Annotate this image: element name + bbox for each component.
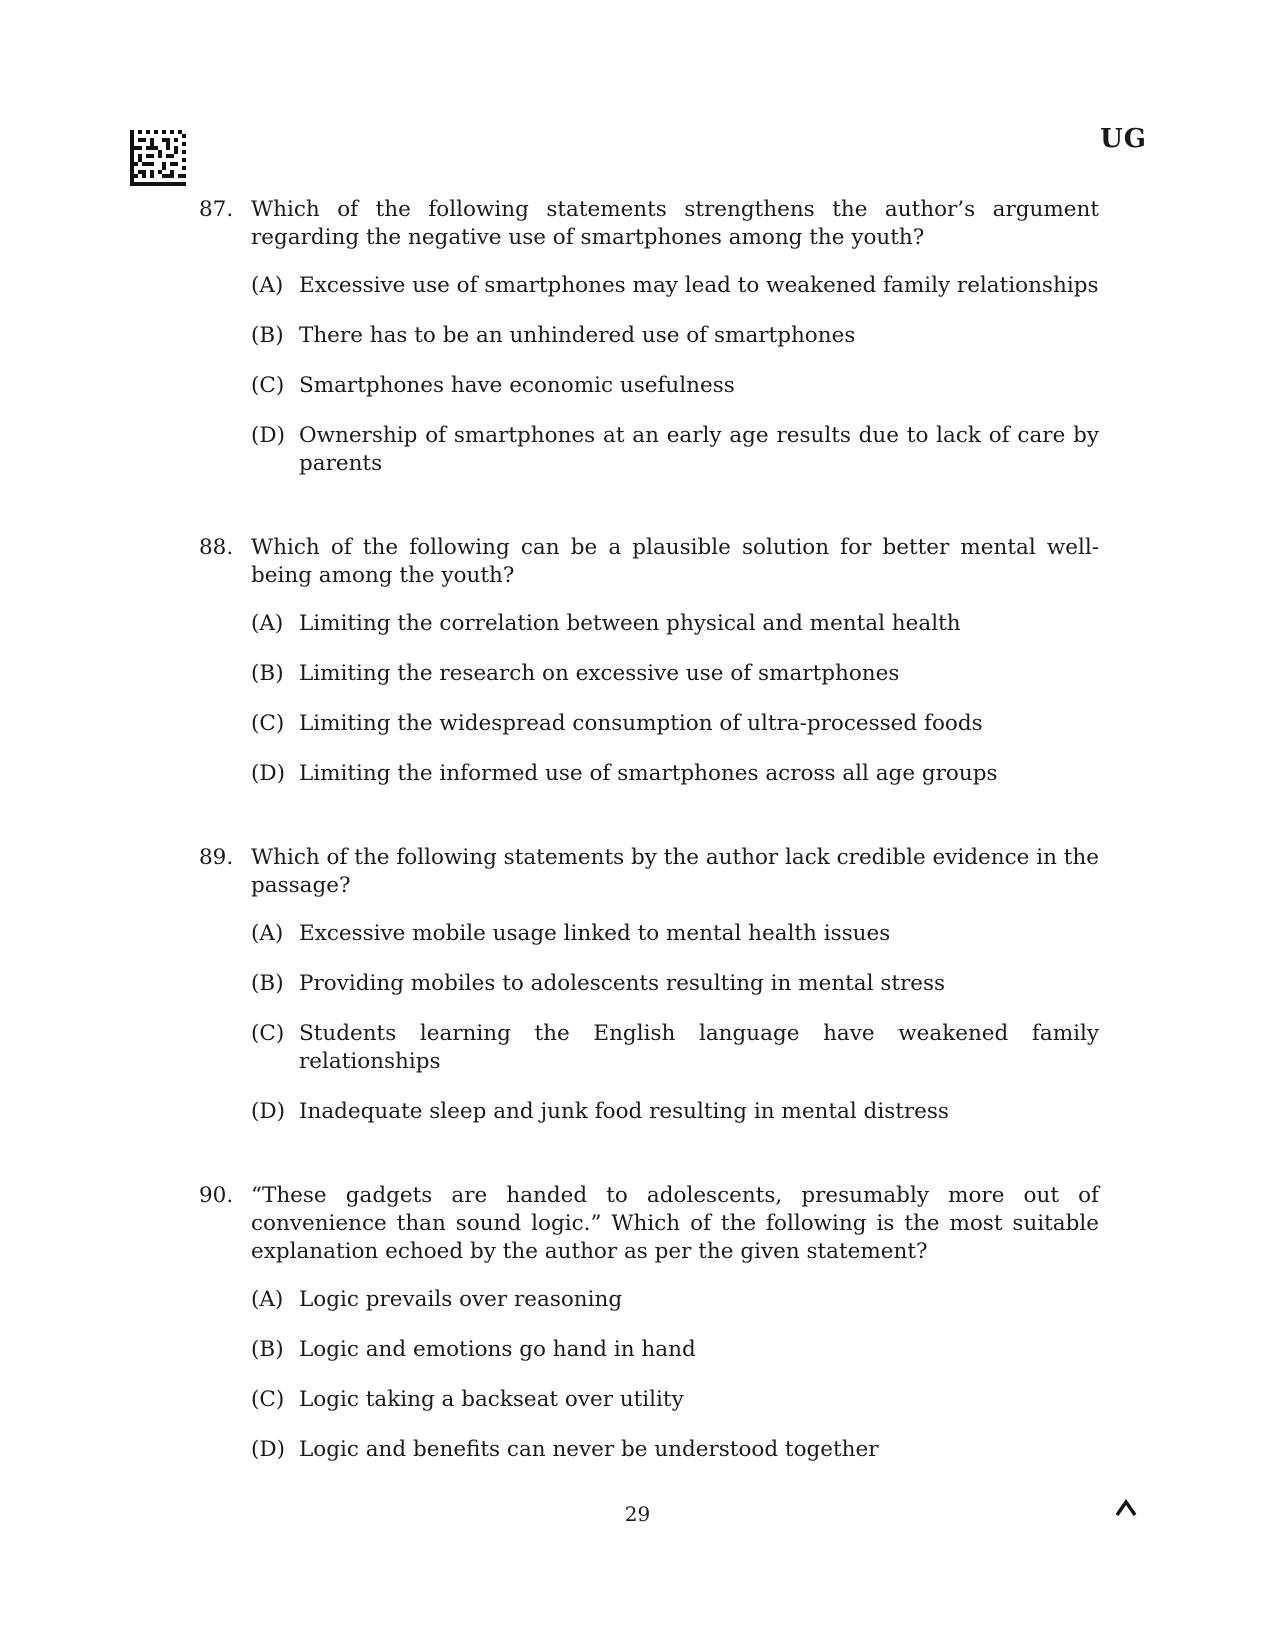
- question-89: [199, 844, 1099, 1126]
- option-text: Limiting the informed use of smartphones across all age groups: [299, 761, 998, 786]
- option-text: Logic taking a backseat over utility: [299, 1387, 684, 1412]
- option-text: Logic and emotions go hand in hand: [299, 1337, 696, 1362]
- option-letter: (C): [251, 373, 285, 398]
- option-text: There has to be an unhindered use of smartphones: [299, 323, 856, 348]
- question-text: Which of the following can be a plausible solution for better mental well-being among the youth?: [251, 535, 1099, 588]
- option-text: Limiting the widespread consumption of ultra-processed foods: [299, 711, 983, 736]
- option-text: Logic and benefits can never be understood together: [299, 1437, 879, 1462]
- option-letter: (D): [251, 761, 286, 786]
- question-87: [199, 196, 1099, 478]
- option-text: Excessive use of smartphones may lead to weakened family relationships: [299, 273, 1099, 298]
- option-text: Logic prevails over reasoning: [299, 1287, 623, 1312]
- option-d: [251, 422, 1099, 478]
- option-d: [251, 1436, 1099, 1464]
- option-c: [251, 1020, 1099, 1076]
- option-a: [251, 272, 1099, 300]
- option-letter: (C): [251, 1021, 285, 1046]
- option-c: [251, 372, 1099, 400]
- question-number: 88.: [199, 535, 234, 560]
- option-letter: (A): [251, 611, 284, 636]
- option-d: [251, 760, 1099, 788]
- option-list: [251, 272, 1099, 478]
- option-b: [251, 322, 1099, 350]
- option-letter: (C): [251, 711, 285, 736]
- option-text: Ownership of smartphones at an early age results due to lack of care by parents: [299, 423, 1099, 476]
- option-c: [251, 710, 1099, 738]
- option-letter: (B): [251, 971, 284, 996]
- option-text: Students learning the English language have weakened family relationships: [299, 1021, 1099, 1074]
- option-letter: (A): [251, 273, 284, 298]
- option-a: [251, 1286, 1099, 1314]
- question-number: 90.: [199, 1183, 234, 1208]
- option-letter: (A): [251, 1287, 284, 1312]
- option-letter: (B): [251, 661, 284, 686]
- question-number: 87.: [199, 197, 234, 222]
- option-text: Limiting the research on excessive use of smartphones: [299, 661, 900, 686]
- option-list: [251, 920, 1099, 1126]
- option-letter: (A): [251, 921, 284, 946]
- page-number: 29: [624, 1502, 651, 1526]
- option-text: Providing mobiles to adolescents resulting in mental stress: [299, 971, 946, 996]
- option-a: [251, 920, 1099, 948]
- option-text: Inadequate sleep and junk food resulting in mental distress: [299, 1099, 949, 1124]
- option-letter: (D): [251, 423, 286, 448]
- question-number: 89.: [199, 845, 234, 870]
- question-90: [199, 1182, 1099, 1464]
- option-b: [251, 660, 1099, 688]
- option-d: [251, 1098, 1099, 1126]
- option-letter: (D): [251, 1099, 286, 1124]
- option-b: [251, 1336, 1099, 1364]
- option-letter: (B): [251, 323, 284, 348]
- option-b: [251, 970, 1099, 998]
- question-88: [199, 534, 1099, 788]
- datamatrix-code-icon: [130, 130, 186, 186]
- option-c: [251, 1386, 1099, 1414]
- caret-up-icon: [1115, 1498, 1137, 1518]
- option-a: [251, 610, 1099, 638]
- paper-code: UG: [1100, 124, 1147, 154]
- question-list: [199, 196, 1099, 1464]
- question-text: Which of the following statements strengthens the author’s argument regarding the negative use of smartphones among the youth?: [251, 197, 1099, 250]
- option-letter: (C): [251, 1387, 285, 1412]
- option-text: Excessive mobile usage linked to mental health issues: [299, 921, 891, 946]
- question-text: Which of the following statements by the author lack credible evidence in the passage?: [251, 845, 1099, 898]
- option-letter: (D): [251, 1437, 286, 1462]
- question-text: “These gadgets are handed to adolescents, presumably more out of convenience than sound logic.” Which of the following is the most suitable explanation echoed by the author as per the given statement?: [251, 1183, 1099, 1264]
- option-letter: (B): [251, 1337, 284, 1362]
- option-list: [251, 610, 1099, 788]
- option-text: Limiting the correlation between physical and mental health: [299, 611, 961, 636]
- option-list: [251, 1286, 1099, 1464]
- option-text: Smartphones have economic usefulness: [299, 373, 735, 398]
